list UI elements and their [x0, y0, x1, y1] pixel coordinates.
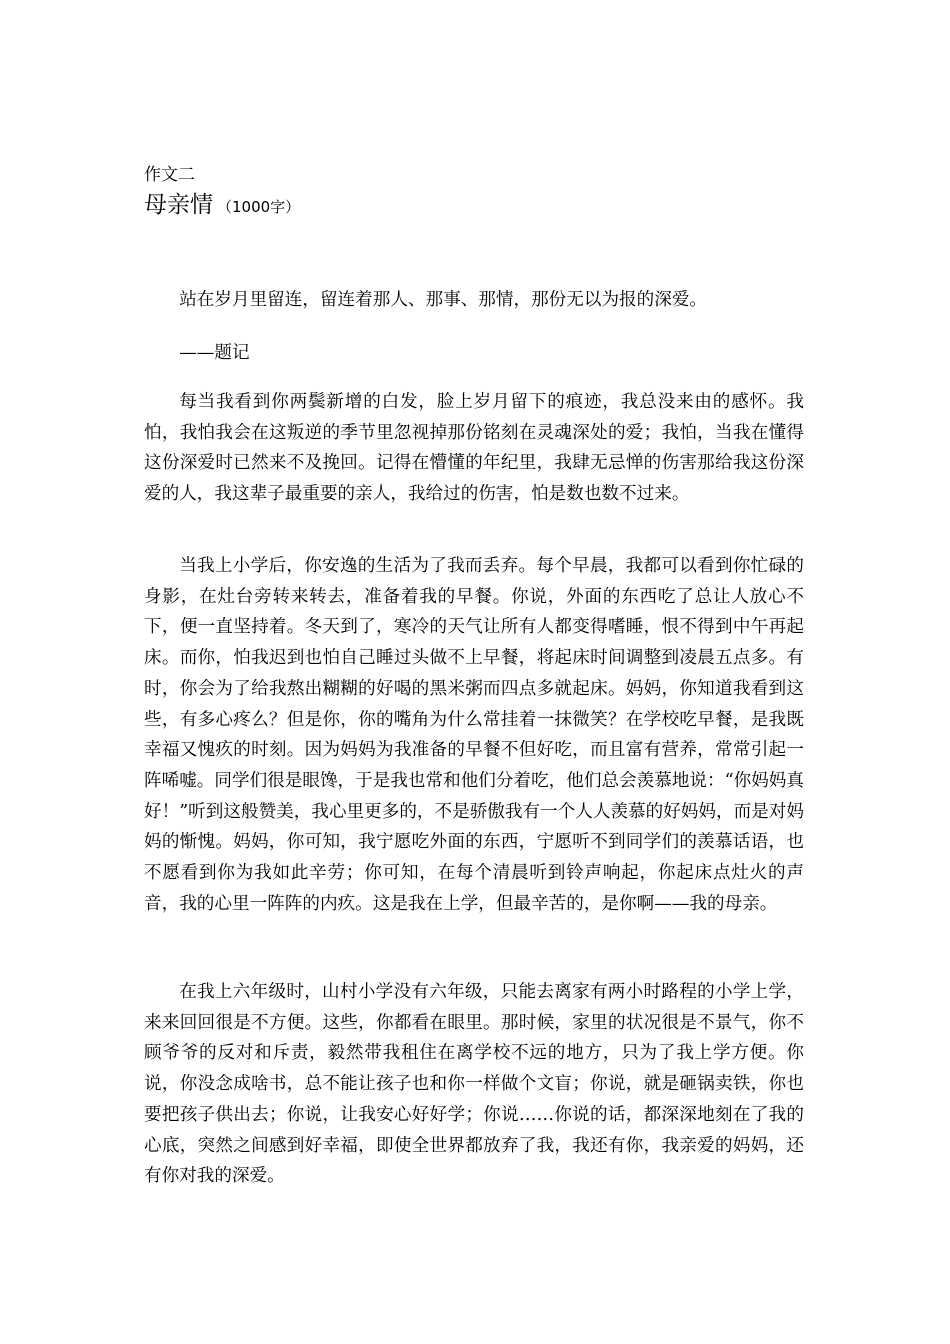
- body-paragraph: 每当我看到你两鬓新增的白发，脸上岁月留下的痕迹，我总没来由的感怀。我怕，我怕我会在这叛逆的季节里忽视掉那份铭刻在灵魂深处的爱；我怕，当我在懂得这份深爱时已然来不及挽回。记得在懵懂的年纪里，我肆无忌惮的伤害那给我这份深爱的人，我这辈子最重要的亲人，我给过的伤害，怕是数也数不过来。: [144, 392, 804, 505]
- epigraph-attribution: ——题记: [179, 343, 250, 363]
- essay-title: 母亲情: [144, 192, 213, 218]
- body-paragraph: 在我上六年级时，山村小学没有六年级，只能去离家有两小时路程的小学上学，来来回回很是不方便。这些，你都看在眼里。那时候，家里的状况很是不景气，你不顾爷爷的反对和斥责，毅然带我租住在离学校不远的地方，只为了我上学方便。你说，你没念成啥书，总不能让孩子也和你一样做个文盲；你说，就是砸锅卖铁，你也要把孩子供出去；你说，让我安心好好学；你说……你说的话，都深深地刻在了我的心底，突然之间感到好幸福，即使全世界都放弃了我，我还有你，我亲爱的妈妈，还有你对我的深爱。: [144, 982, 804, 1187]
- epigraph: 站在岁月里留连，留连着那人、那事、那情，那份无以为报的深爱。: [179, 290, 708, 310]
- essay-label: 作文二: [144, 165, 195, 185]
- body-paragraph: 当我上小学后，你安逸的生活为了我而丢弃。每个早晨，我都可以看到你忙碌的身影，在灶台旁转来转去，准备着我的早餐。你说，外面的东西吃了总让人放心不下，便一直坚持着。冬天到了，寒冷的天气让所有人都变得嗜睡，恨不得到中午再起床。而你，怕我迟到也怕自己睡过头做不上早餐，将起床时间调整到凌晨五点多。有时，你会为了给我熬出糊糊的好喝的黑米粥而四点多就起床。妈妈，你知道我看到这些，有多心疼么？但是你，你的嘴角为什么常挂着一抹微笑？在学校吃早餐，是我既幸福又愧疚的时刻。因为妈妈为我准备的早餐不但好吃，而且富有营养，常常引起一阵唏嘘。同学们很是眼馋，于是我也常和他们分着吃，他们总会羡慕地说：“你妈妈真好！”听到这般赞美，我心里更多的，不是骄傲我有一个人人羡慕的好妈妈，而是对妈妈的惭愧。妈妈，你可知，我宁愿吃外面的东西，宁愿听不到同学们的羡慕话语，也不愿看到你为我如此辛劳；你可知，在每个清晨听到铃声响起，你起床点灶火的声音，我的心里一阵阵的内疚。这是我在上学，但最辛苦的，是你啊——我的母亲。: [144, 556, 804, 914]
- essay-title-line: [144, 190, 300, 222]
- word-count: （1000字）: [217, 198, 301, 216]
